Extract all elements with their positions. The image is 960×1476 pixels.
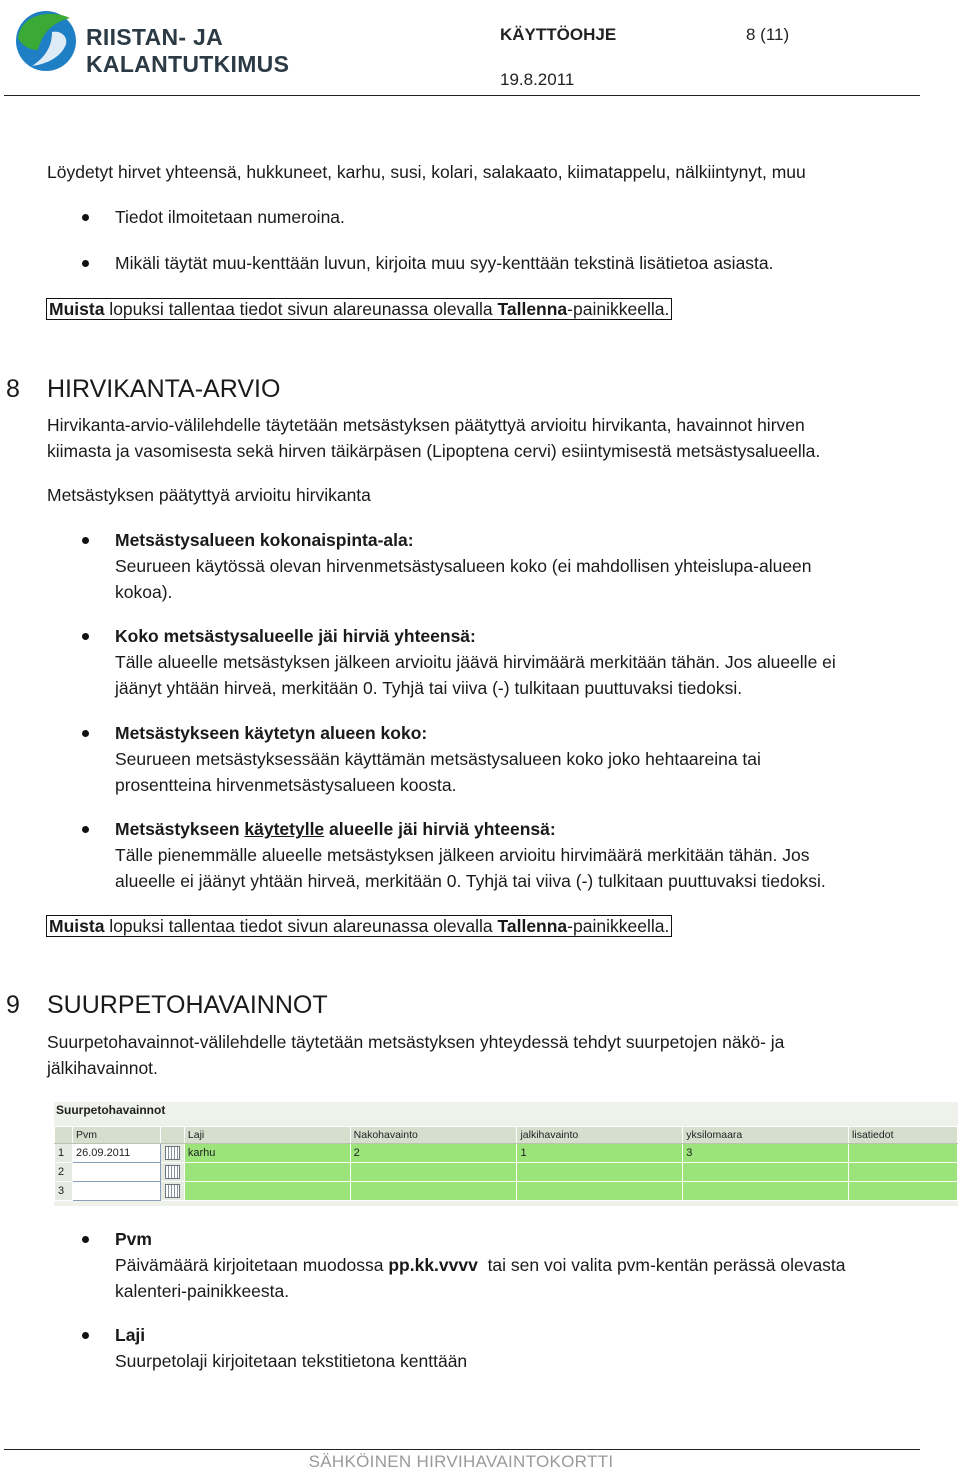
footer-title: SÄHKÖINEN HIRVIHAVAINTOKORTTI [308,1452,614,1471]
item-title-part: Metsästykseen [115,819,245,839]
date-format: pp.kk.vvvv [388,1255,478,1275]
item-text: Seurueen metsästyksessään käyttämän metsästysalueen koko joko hehtaareina tai [115,749,761,769]
calendar-button[interactable] [160,1163,184,1182]
sighting-input[interactable] [350,1163,517,1182]
subheading: Metsästyksen päätyttyä arvioitu hirvikanta [47,485,371,505]
section-paragraph: Hirvikanta-arvio-välilehdelle täytetään metsästyksen päätyttyä arvioitu hirvikanta, havainnot hirven [47,415,805,435]
calendar-button[interactable] [160,1144,184,1163]
calendar-icon [165,1184,180,1198]
item-text: Suurpetolaji kirjoitetaan tekstitietona kenttään [115,1351,468,1371]
org-name: RIISTAN- JA KALANTUTKIMUS [86,24,290,77]
item-title-part: alueelle jäi hirviä yhteensä: [324,819,556,839]
sighting-input[interactable]: 2 [350,1144,517,1163]
calendar-icon [165,1165,180,1179]
grid-title: Suurpetohavainnot [56,1103,166,1117]
species-input[interactable]: karhu [184,1144,350,1163]
grid-header: yksilomaara [683,1127,849,1144]
item-title: Metsästykseen käytetyn alueen koko: [115,723,428,743]
intro-bullet: Mikäli täytät muu-kenttään luvun, kirjoita muu syy-kenttään tekstinä lisätietoa asiasta. [115,253,774,273]
grid-header: Nakohavainto [350,1127,517,1144]
notes-input[interactable] [849,1163,958,1182]
page-number: 8 (11) [746,25,790,44]
section-paragraph: Suurpetohavainnot-välilehdelle täytetään metsästyksen yhteydessä tehdyt suurpetojen näkö- ja [47,1032,785,1052]
section-paragraph: kiimasta ja vasomisesta sekä hirven täikärpäsen (Lipoptena cervi) esiintymisestä metsästysalueella. [47,441,821,461]
item-text: alueelle ei jäänyt yhtään hirveä, merkitään 0. Tyhjä tai viiva (-) tulkitaan puuttuvaksi tiedoksi. [115,871,826,891]
bullet-dot [82,730,89,737]
observation-grid [54,1102,958,1206]
grid-header-cal [160,1127,184,1144]
count-input[interactable]: 3 [683,1144,849,1163]
row-number: 3 [55,1182,73,1201]
grid-header: jalkihavainto [517,1127,683,1144]
bullet-dot [82,537,89,544]
reminder-bold: Tallenna [497,916,568,936]
track-input[interactable]: 1 [517,1144,683,1163]
grid-table [54,1126,958,1201]
item-text-part: tai sen voi valita pvm-kentän perässä olevasta [477,1255,846,1275]
bullet-dot [82,1332,89,1339]
notes-input[interactable] [849,1144,958,1163]
grid-row [55,1182,958,1201]
row-number: 1 [55,1144,73,1163]
item-title [115,816,556,842]
reminder-text: -painikkeella. [567,299,670,319]
count-input[interactable] [683,1182,849,1201]
section-title: SUURPETOHAVAINNOT [47,991,328,1019]
item-title: Pvm [115,1229,152,1249]
grid-header: Pvm [72,1127,160,1144]
doc-date: 19.8.2011 [500,70,575,89]
sighting-input[interactable] [350,1182,517,1201]
item-text-part: Päivämäärä kirjoitetaan muodossa [115,1255,389,1275]
date-input[interactable] [72,1182,160,1201]
item-text: Seurueen käytössä olevan hirvenmetsästysalueen koko (ei mahdollisen yhteislupa-alueen [115,556,812,576]
grid-header-rownum [55,1127,73,1144]
section-number: 9 [6,991,20,1019]
item-text: jäänyt yhtään hirveä, merkitään 0. Tyhjä tai viiva (-) tulkitaan puuttuvaksi tiedoksi. [115,678,743,698]
track-input[interactable] [517,1182,683,1201]
reminder-text: lopuksi tallentaa tiedot sivun alareunassa olevalla [104,916,498,936]
item-text: Tälle pienemmälle alueelle metsästyksen jälkeen arvioitu hirvimäärä merkitään tähän. Jos [115,845,810,865]
save-reminder [46,296,672,322]
doc-type: KÄYTTÖOHJE [500,25,617,44]
grid-header: lisatiedot [849,1127,958,1144]
intro-line: Löydetyt hirvet yhteensä, hukkuneet, karhu, susi, kolari, salakaato, kiimatappelu, nälkiintynyt, muu [47,162,806,182]
item-text: kalenteri-painikkeesta. [115,1281,290,1301]
item-title-underlined: käytetylle [244,819,325,839]
bullet-dot [82,826,89,833]
section-title: HIRVIKANTA-ARVIO [47,375,281,403]
bullet-dot [82,633,89,640]
grid-row [55,1163,958,1182]
reminder-bold: Muista [49,916,105,936]
footer-rule [4,1449,920,1450]
item-text: prosentteina hirvenmetsästysalueen koosta. [115,775,457,795]
item-title: Metsästysalueen kokonaispinta-ala: [115,530,414,550]
reminder-bold: Tallenna [497,299,568,319]
reminder-text: lopuksi tallentaa tiedot sivun alareunassa olevalla [104,299,498,319]
header-rule [4,95,920,96]
grid-header-row [55,1127,958,1144]
grid-row [55,1144,958,1163]
species-input[interactable] [184,1182,350,1201]
item-title: Koko metsästysalueelle jäi hirviä yhteensä: [115,626,476,646]
item-text [115,1252,846,1278]
track-input[interactable] [517,1163,683,1182]
row-number: 2 [55,1163,73,1182]
date-input[interactable] [72,1163,160,1182]
grid-header: Laji [184,1127,350,1144]
reminder-bold: Muista [49,299,105,319]
date-input[interactable]: 26.09.2011 [72,1144,160,1163]
count-input[interactable] [683,1163,849,1182]
notes-input[interactable] [849,1182,958,1201]
species-input[interactable] [184,1163,350,1182]
section-number: 8 [6,375,20,403]
section-paragraph: jälkihavainnot. [47,1058,158,1078]
bullet-dot [82,214,89,221]
calendar-button[interactable] [160,1182,184,1201]
calendar-icon [165,1146,180,1160]
reminder-text: -painikkeella. [567,916,670,936]
save-reminder [46,913,672,939]
item-text: kokoa). [115,582,173,602]
intro-bullet: Tiedot ilmoitetaan numeroina. [115,207,345,227]
org-logo [8,8,428,77]
item-title: Laji [115,1325,146,1345]
item-text: Tälle alueelle metsästyksen jälkeen arvioitu jäävä hirvimäärä merkitään tähän. Jos alueelle ei [115,652,836,672]
bullet-dot [82,1236,89,1243]
bullet-dot [82,260,89,267]
